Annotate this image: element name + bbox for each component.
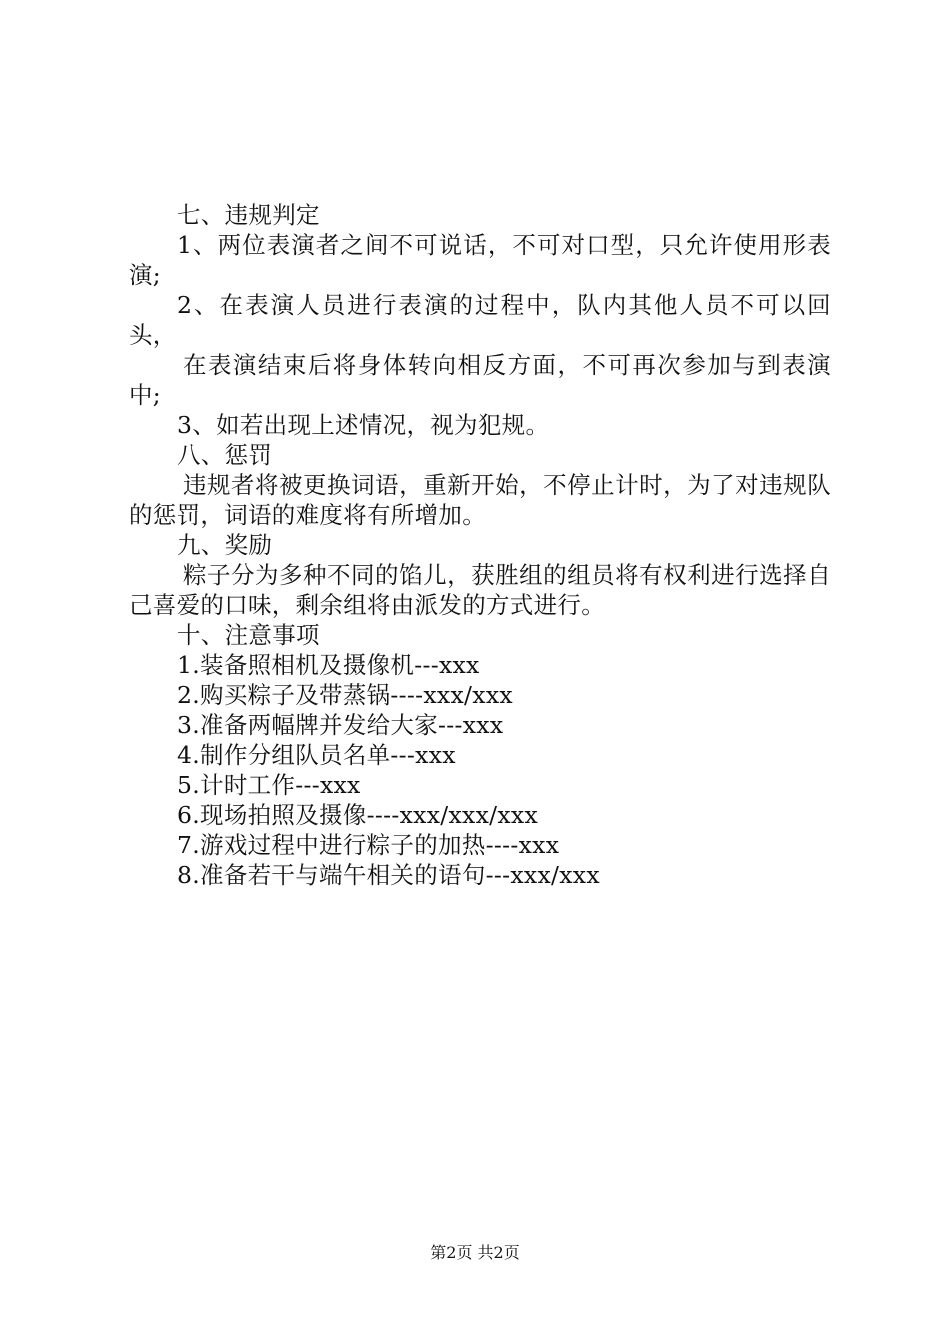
section-8-body: 违规者将被更换词语，重新开始，不停止计时，为了对违规队的惩罚，词语的难度将有所增加。 (129, 471, 831, 529)
section-7-item-1: 1、两位表演者之间不可说话，不可对口型，只允许使用形表演; (129, 231, 831, 289)
document-body (129, 200, 831, 890)
section-8-heading: 八、惩罚 (177, 441, 273, 469)
section-10-heading: 十、注意事项 (177, 621, 320, 649)
section-7-item-2-continued: 在表演结束后将身体转向相反方面，不可再次参加与到表演中; (129, 351, 831, 409)
page-footer: 第2页 共2页 (430, 1243, 520, 1262)
section-9-heading: 九、奖励 (177, 531, 273, 559)
list-item: 4.制作分组队员名单---xxx (177, 741, 456, 769)
list-item: 6.现场拍照及摄像----xxx/xxx/xxx (177, 801, 538, 829)
list-item: 1.装备照相机及摄像机---xxx (177, 651, 480, 679)
section-7-item-3: 3、如若出现上述情况，视为犯规。 (177, 411, 550, 439)
section-7-heading: 七、违规判定 (177, 201, 320, 229)
section-7-item-2: 2、在表演人员进行表演的过程中，队内其他人员不可以回头， (129, 291, 831, 349)
section-9-body: 粽子分为多种不同的馅儿，获胜组的组员将有权利进行选择自己喜爱的口味，剩余组将由派发的方式进行。 (129, 561, 831, 619)
list-item: 2.购买粽子及带蒸锅----xxx/xxx (177, 681, 513, 709)
list-item: 7.游戏过程中进行粽子的加热----xxx (177, 831, 560, 859)
list-item: 5.计时工作---xxx (177, 771, 361, 799)
list-item: 8.准备若干与端午相关的语句---xxx/xxx (177, 861, 600, 889)
list-item: 3.准备两幅牌并发给大家---xxx (177, 711, 504, 739)
